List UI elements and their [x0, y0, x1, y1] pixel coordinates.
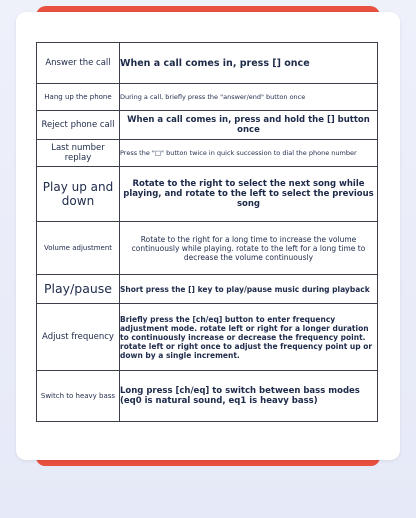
function-description: When a call comes in, press and hold the [] button once [120, 111, 378, 140]
table-row [37, 111, 378, 140]
table-row [37, 275, 378, 304]
table-row [37, 167, 378, 222]
function-table [36, 42, 378, 422]
table-row [37, 304, 378, 371]
function-label: Play/pause [37, 275, 120, 304]
function-label: Answer the call [37, 43, 120, 84]
function-description: Rotate to the right to select the next song while playing, and rotate to the left to select the previous song [120, 167, 378, 222]
function-description: Rotate to the right for a long time to increase the volume continuously while playing. rotate to the left for a long time to decrease the volume continuously [120, 222, 378, 275]
function-description: Short press the [] key to play/pause music during playback [120, 275, 378, 304]
function-description: When a call comes in, press [] once [120, 43, 378, 84]
table-row [37, 371, 378, 422]
function-description: Briefly press the [ch/eq] button to enter frequency adjustment mode. rotate left or right for a longer duration to continuously increase or decrease the frequency point. rotate left or right once to adjust the frequency point up or down by a single increment. [120, 304, 378, 371]
table-row [37, 84, 378, 111]
function-label: Volume adjustment [37, 222, 120, 275]
function-label: Switch to heavy bass [37, 371, 120, 422]
function-label: Hang up the phone [37, 84, 120, 111]
function-description: During a call, briefly press the "answer/end" button once [120, 84, 378, 111]
function-description: Long press [ch/eq] to switch between bass modes (eq0 is natural sound, eq1 is heavy bass) [120, 371, 378, 422]
function-label: Reject phone call [37, 111, 120, 140]
table-row [37, 43, 378, 84]
function-label: Last number replay [37, 140, 120, 167]
function-label: Adjust frequency [37, 304, 120, 371]
table-row [37, 140, 378, 167]
function-description: Press the "□" button twice in quick succession to dial the phone number [120, 140, 378, 167]
table-row [37, 222, 378, 275]
function-label: Play up and down [37, 167, 120, 222]
